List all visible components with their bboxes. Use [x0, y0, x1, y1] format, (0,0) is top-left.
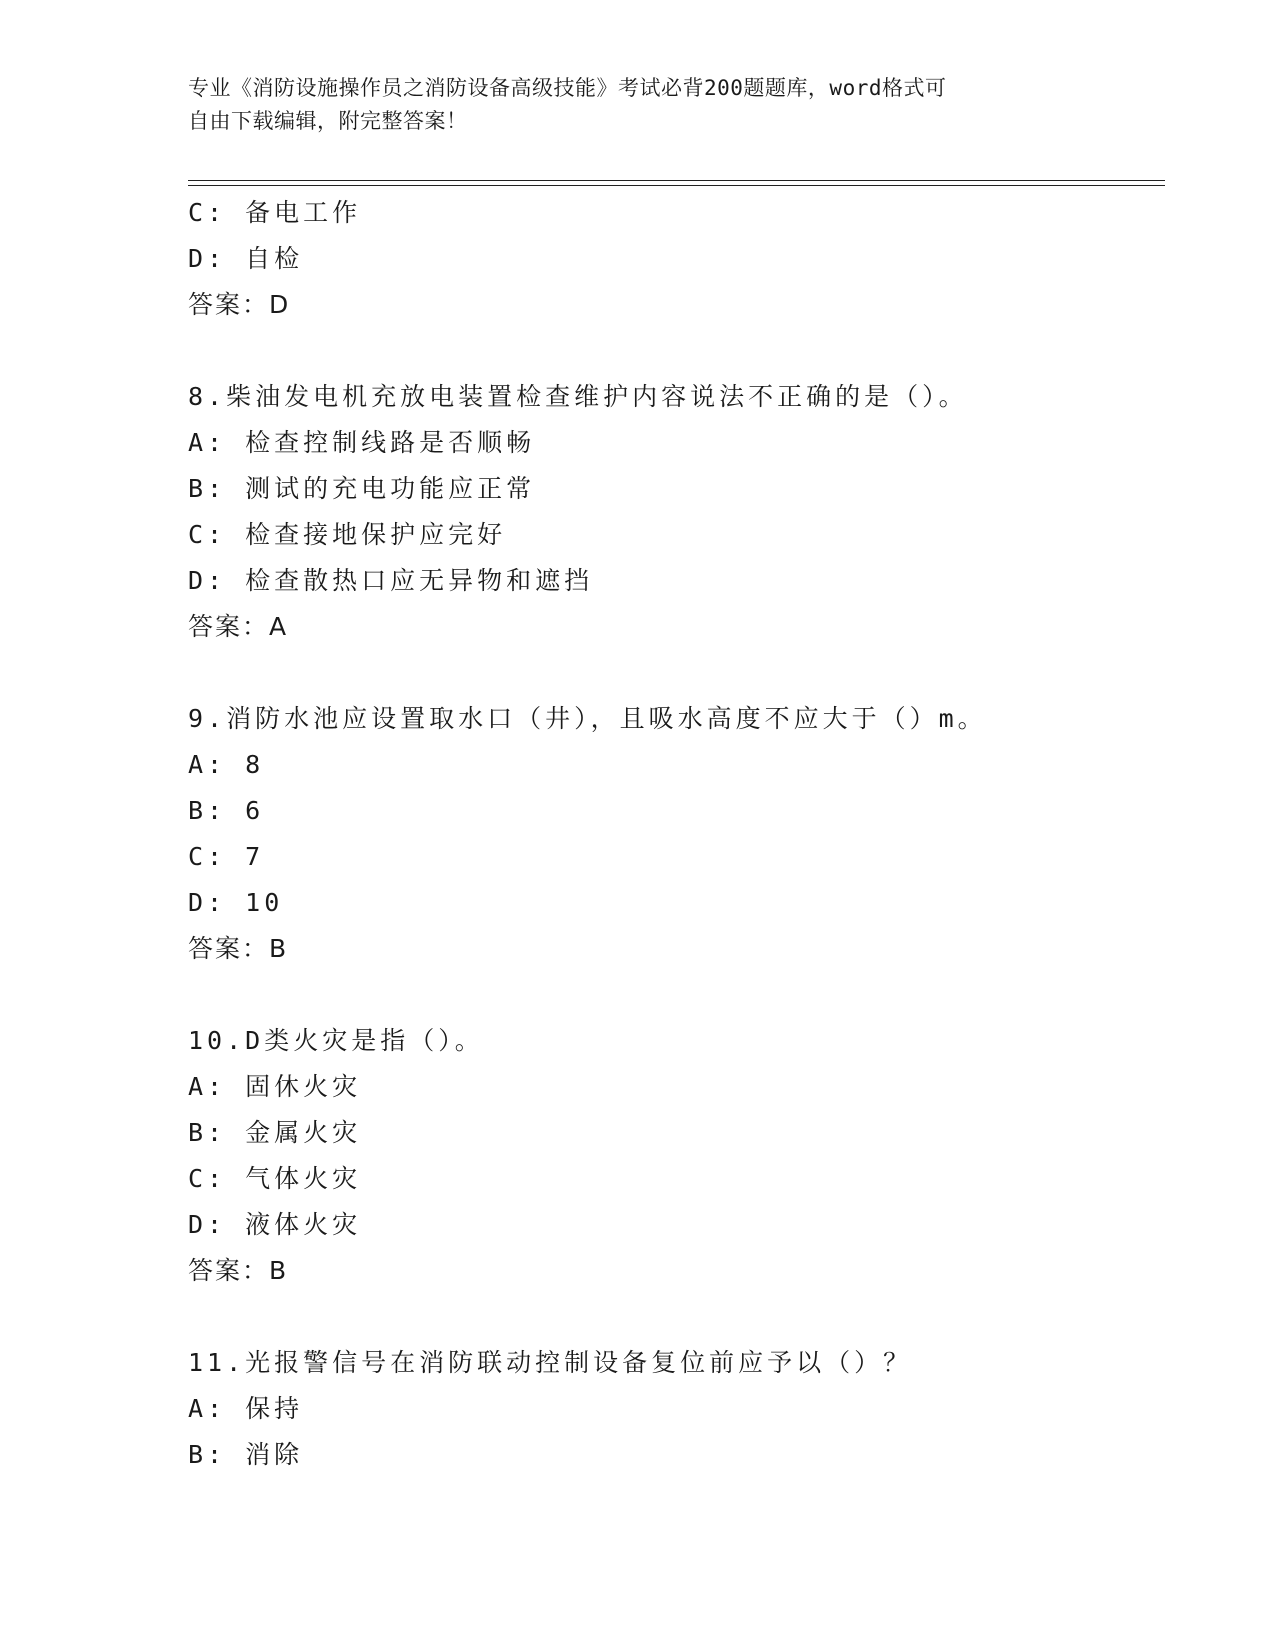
option-c: C: 7 [188, 842, 265, 871]
answer-line: 答案：B [188, 1256, 289, 1285]
spacer [188, 328, 1168, 374]
question-stem: 9.消防水池应设置取水口（井），且吸水高度不应大于（）m。 [188, 704, 987, 733]
option-c: C: 气体火灾 [188, 1164, 362, 1193]
option-d: D: 检查散热口应无异物和遮挡 [188, 566, 594, 595]
spacer [188, 650, 1168, 696]
header-title-line-2: 自由下载编辑，附完整答案！ [188, 109, 468, 133]
option-b: B: 6 [188, 796, 265, 825]
answer-line: 答案：D [188, 290, 291, 319]
question-stem: 10.D类火灾是指（）。 [188, 1026, 484, 1055]
option-a: A: 保持 [188, 1394, 304, 1423]
spacer [188, 972, 1168, 1018]
option-a: A: 固休火灾 [188, 1072, 362, 1101]
option-b: B: 消除 [188, 1440, 304, 1469]
question-block-partial [188, 190, 1168, 328]
option-d: D: 自检 [188, 244, 304, 273]
header-title-line-1: 专业《消防设施操作员之消防设备高级技能》考试必背200题题库，word格式可 [188, 76, 947, 100]
answer-line: 答案：A [188, 612, 289, 641]
document-header [188, 72, 1088, 138]
spacer [188, 1294, 1168, 1340]
question-stem: 11.光报警信号在消防联动控制设备复位前应予以（）？ [188, 1348, 913, 1377]
header-divider-top [188, 180, 1165, 181]
option-b: B: 测试的充电功能应正常 [188, 474, 536, 503]
question-list [188, 190, 1168, 1478]
answer-line: 答案：B [188, 934, 289, 963]
option-a: A: 8 [188, 750, 265, 779]
question-block-8 [188, 374, 1168, 650]
question-block-9 [188, 696, 1168, 972]
option-c: C: 备电工作 [188, 198, 362, 227]
header-divider-bottom [188, 185, 1165, 186]
option-d: D: 液体火灾 [188, 1210, 362, 1239]
question-stem: 8.柴油发电机充放电装置检查维护内容说法不正确的是（）。 [188, 382, 968, 411]
question-block-11 [188, 1340, 1168, 1478]
option-d: D: 10 [188, 888, 284, 917]
option-b: B: 金属火灾 [188, 1118, 362, 1147]
question-block-10 [188, 1018, 1168, 1294]
option-c: C: 检查接地保护应完好 [188, 520, 507, 549]
option-a: A: 检查控制线路是否顺畅 [188, 428, 536, 457]
